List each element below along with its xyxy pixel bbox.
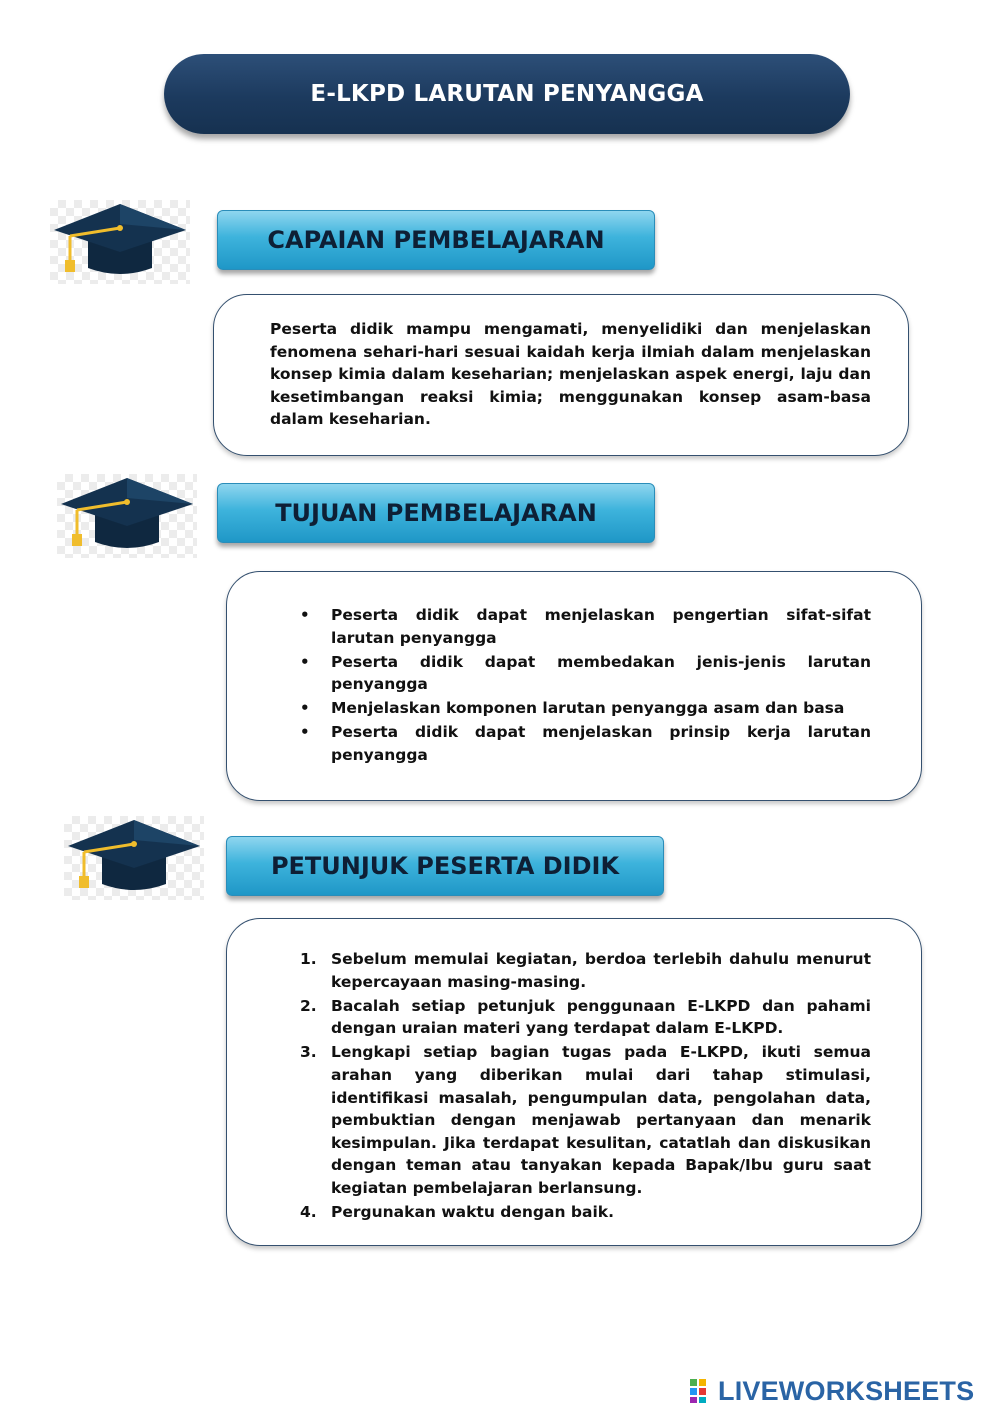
tujuan-heading-label: TUJUAN PEMBELAJARAN [275,499,597,527]
list-item: 2. Bacalah setiap petunjuk penggunaan E-LKPD dan pahami dengan uraian materi yang terdapat dalam E-LKPD. [300,996,871,1038]
list-item: • Menjelaskan komponen larutan penyangga asam dan basa [300,699,845,718]
list-item: • Peserta didik dapat membedakan jenis-jenis larutan penyangga [300,652,871,694]
graduation-cap-icon [64,816,204,900]
tujuan-list [300,604,871,768]
page-title-banner [164,54,850,134]
list-item: • Peserta didik dapat menjelaskan prinsip kerja larutan penyangga [300,723,871,765]
brand-name: LIVEWORKSHEETS [718,1375,975,1406]
petunjuk-heading [226,836,664,896]
capaian-heading-label: CAPAIAN PEMBELAJARAN [267,226,605,254]
graduation-cap-icon [57,474,197,558]
graduation-cap-icon [50,200,190,284]
page-title: E-LKPD LARUTAN PENYANGGA [310,81,704,107]
list-item: • Peserta didik dapat menjelaskan pengertian sifat-sifat larutan penyangga [300,606,871,647]
capaian-heading [217,210,655,270]
liveworksheets-logo-icon [690,1379,716,1403]
list-item: 1. Sebelum memulai kegiatan, berdoa terlebih dahulu menurut kepercayaan masing-masing. [300,950,871,991]
liveworksheets-logo[interactable] [690,1377,974,1405]
petunjuk-heading-label: PETUNJUK PESERTA DIDIK [270,852,620,880]
tujuan-heading [217,483,655,543]
list-item: 3. Lengkapi setiap bagian tugas pada E-LKPD, ikuti semua arahan yang diberikan mulai dari tahap stimulasi, identifikasi masalah, pengumpulan data, pengolahan data, pembuktian dengan menjawab pertanyaan dan menarik kesimpulan. Jika terdapat kesulitan, catatlah dan diskusikan dengan teman atau tanyakan kepada Bapak/Ibu guru saat kegiatan pembelajaran berlansung. [300,1043,871,1197]
capaian-text: Peserta didik mampu mengamati, menyelidiki dan menjelaskan fenomena sehari-hari sesuai kaidah kerja ilmiah dalam menjelaskan konsep kimia dalam keseharian; menjelaskan aspek energi, laju dan kesetimbangan reaksi kimia; menggunakan konsep asam-basa dalam keseharian. [270,320,871,429]
list-item: 4. Pergunakan waktu dengan baik. [300,1203,614,1222]
petunjuk-list [300,948,871,1225]
